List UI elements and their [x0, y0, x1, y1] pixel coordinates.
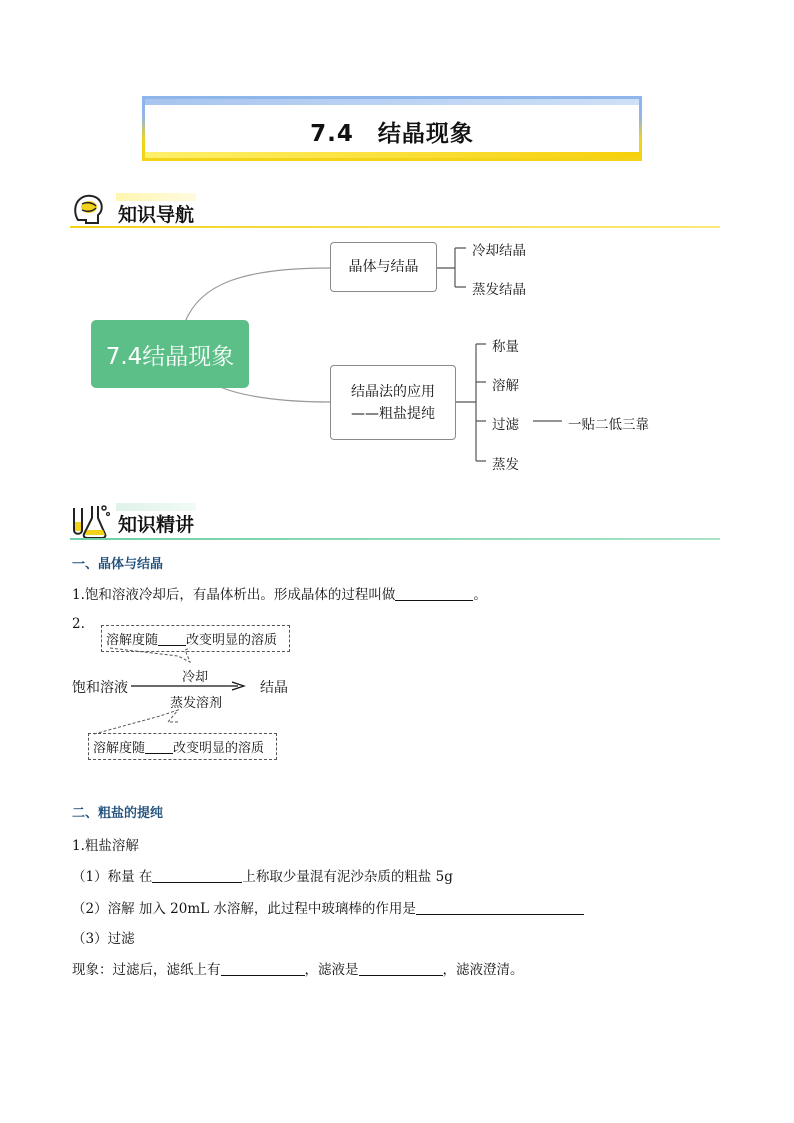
step-1-filter: （3）过滤 [72, 931, 135, 947]
mindmap-filter-note: 一贴二低三靠 [568, 417, 649, 433]
diagram-arrow-cooling: 冷却 [182, 670, 209, 685]
question-1: 1.饱和溶液冷却后，有晶体析出。形成晶体的过程叫做 。 [72, 587, 487, 603]
answer-blank[interactable] [416, 900, 584, 915]
answer-blank[interactable] [221, 961, 305, 976]
mindmap-leaf-weigh: 称量 [492, 339, 519, 355]
flask-icon [68, 500, 112, 540]
diagram-crystal: 结晶 [260, 680, 288, 696]
answer-blank[interactable] [145, 739, 173, 754]
mindmap-branch-crystal: 晶体与结晶 [330, 242, 437, 292]
answer-blank[interactable] [395, 586, 473, 601]
answer-blank[interactable] [152, 868, 242, 883]
page-title: 7.4 结晶现象 [310, 121, 474, 147]
question-2-number: 2. [72, 616, 85, 632]
observation: 现象：过滤后，滤纸上有 ，滤液是 ，滤液澄清。 [72, 962, 524, 978]
mindmap-branch-application [330, 365, 456, 440]
dashed-box-top: 溶解度随 改变明显的溶质 [101, 625, 290, 652]
mindmap-root: 7.4结晶现象 [91, 320, 249, 388]
section-heading-lecture: 知识精讲 [118, 514, 195, 536]
answer-blank[interactable] [359, 961, 443, 976]
mindmap-leaf-evaporation: 蒸发结晶 [472, 282, 526, 298]
step-1-weigh: （1）称量 在 上称取少量混有泥沙杂质的粗盐 5g [72, 869, 453, 885]
dashed-box-bottom: 溶解度随 改变明显的溶质 [88, 733, 277, 760]
step-1: 1.粗盐溶解 [72, 838, 139, 854]
step-1-dissolve: （2）溶解 加入 20mL 水溶解，此过程中玻璃棒的作用是 [72, 897, 584, 917]
branch-label-line1: 结晶法的应用 [351, 383, 435, 400]
section-heading-navigation: 知识导航 [118, 204, 195, 226]
subheading-crystal: 一、晶体与结晶 [72, 557, 164, 572]
mindmap-leaf-cooling: 冷却结晶 [472, 243, 526, 259]
section-divider [70, 538, 720, 540]
branch-label-line2: ——粗盐提纯 [351, 405, 435, 422]
subheading-purification: 二、粗盐的提纯 [72, 806, 164, 821]
mindmap-leaf-evaporate: 蒸发 [492, 457, 519, 473]
diagram-saturated-solution: 饱和溶液 [72, 680, 128, 696]
mindmap-leaf-filter: 过滤 [492, 417, 519, 433]
mindmap-leaf-dissolve: 溶解 [492, 378, 519, 394]
diagram-arrow-evaporate: 蒸发溶剂 [170, 696, 223, 711]
